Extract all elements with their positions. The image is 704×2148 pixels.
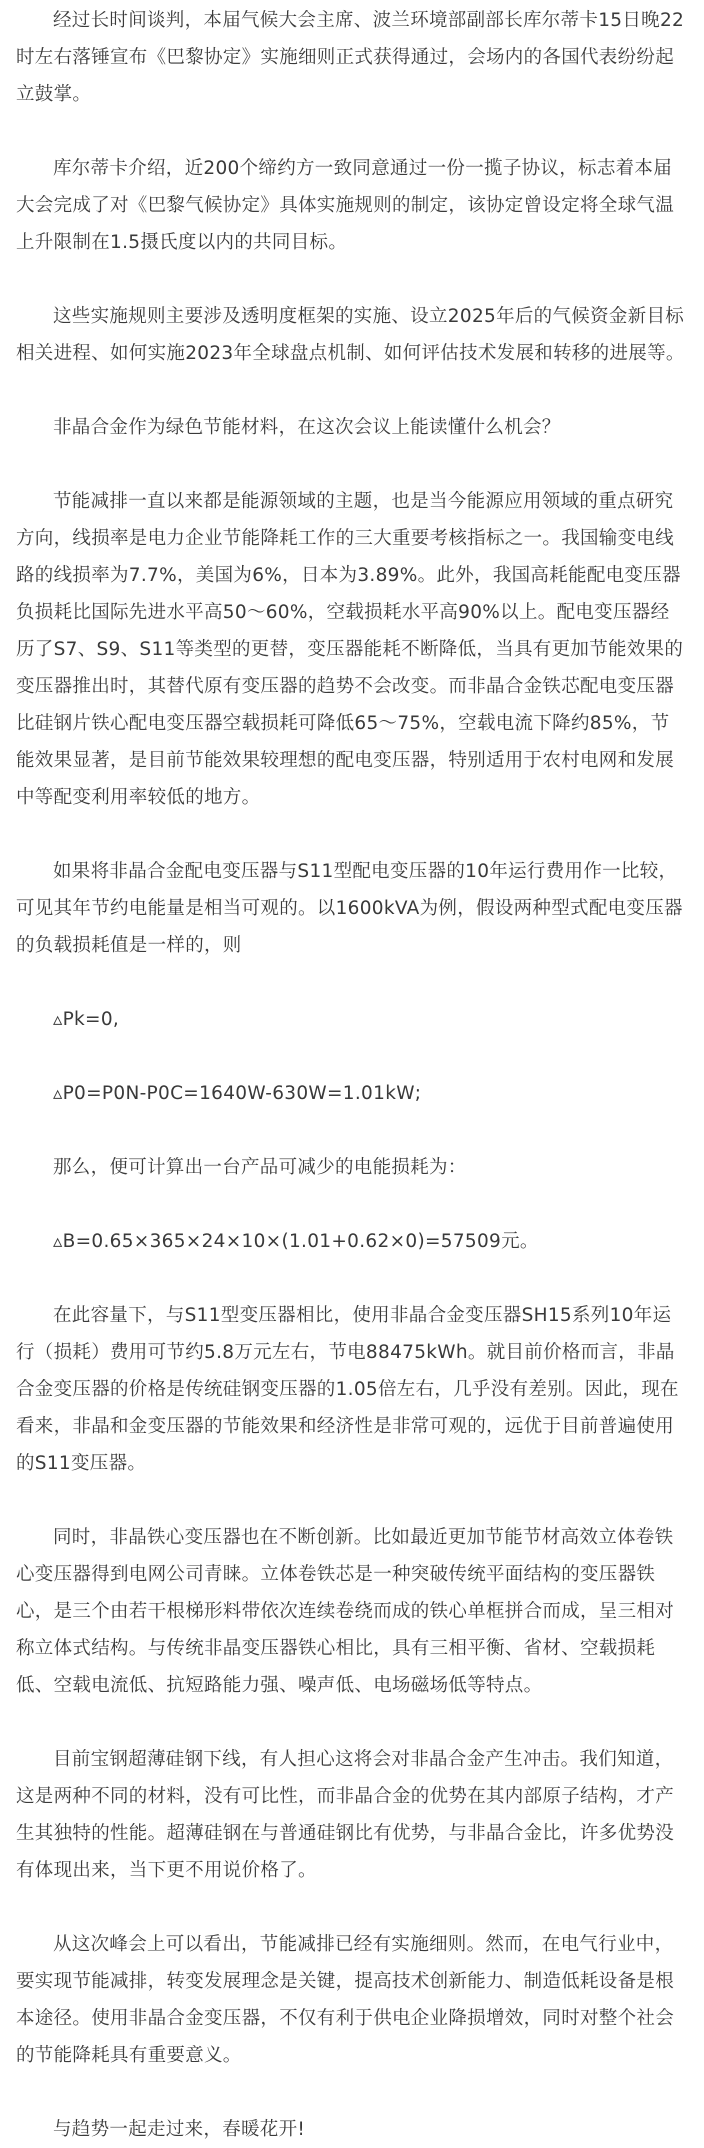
paragraph-3d-wound-core: 同时，非晶铁心变压器也在不断创新。比如最近更加节能节材高效立体卷铁心变压器得到电网公司青睐。立体卷铁芯是一种突破传统平面结构的变压器铁心，是三个由若干根梯形料带依次连续卷绕而成的铁心单框拼合而成，呈三相对称立体式结构。与传统非晶变压器铁心相比，具有三相平衡、省材、空载损耗低、空载电流低、抗短路能力强、噪声低、电场磁场低等特点。 (16, 1527, 675, 1696)
paragraph-baosteel-silicon-steel: 目前宝钢超薄硅钢下线，有人担心这将会对非晶合金产生冲击。我们知道，这是两种不同的材料，没有可比性，而非晶合金的优势在其内部原子结构，才产生其独特的性能。超薄硅钢在与普通硅钢比有优势，与非晶合金比，许多优势没有体现出来，当下更不用说价格了。 (16, 1749, 675, 1881)
paragraph-agreement-adopted: 经过长时间谈判，本届气候大会主席、波兰环境部副部长库尔蒂卡15日晚22时左右落锤宣布《巴黎协定》实施细则正式获得通过，会场内的各国代表纷纷起立鼓掌。 (16, 10, 685, 105)
paragraph-energy-saving: 节能减排一直以来都是能源领域的主题，也是当今能源应用领域的重点研究方向，线损率是电力企业节能降耗工作的三大重要考核指标之一。我国输变电线路的线损率为7.7%，美国为6%，日本为3.89%。此外，我国高耗能配电变压器负损耗比国际先进水平高50～60%，空载损耗水平高90%以上。配电变压器经历了S7、S9、S11等类型的更替，变压器能耗不断降低，当具有更加节能效果的变压器推出时，其替代原有变压器的趋势不会改变。而非晶合金铁芯配电变压器比硅钢片铁心配电变压器空载损耗可降低65～75%，空载电流下降约85%，节能效果显著，是目前节能效果较理想的配电变压器，特别适用于农村电网和发展中等配变利用率较低的地方。 (16, 491, 684, 808)
formula-delta-p0: ▵P0=P0N-P0C=1640W-630W=1.01kW; (53, 1083, 422, 1104)
paragraph-conclusion: 从这次峰会上可以看出，节能减排已经有实施细则。然而，在电气行业中，要实现节能减排，转变发展理念是关键，提高技术创新能力、制造低耗设备是根本途径。使用非晶合金变压器，不仅有利于供电企业降损增效，同时对整个社会的节能降耗具有重要意义。 (16, 1934, 675, 2066)
formula-delta-pk: ▵Pk=0, (53, 1009, 120, 1030)
formula-delta-b: ▵B=0.65×365×24×10×(1.01+0.62×0)=57509元。 (53, 1231, 539, 1252)
paragraph-kurtyka-intro: 库尔蒂卡介绍，近200个缔约方一致同意通过一份一揽子协议，标志着本届大会完成了对《巴黎气候协定》具体实施规则的制定，该协定曾设定将全球气温上升限制在1.5摄氏度以内的共同目标。 (16, 158, 675, 253)
paragraph-sh15-savings: 在此容量下，与S11型变压器相比，使用非晶合金变压器SH15系列10年运行（损耗）费用可节约5.8万元左右，节电88475kWh。就目前价格而言，非晶合金变压器的价格是传统硅钢变压器的1.05倍左右，几乎没有差别。因此，现在看来，非晶和金变压器的节能效果和经济性是非常可观的，远优于目前普遍使用的S11变压器。 (16, 1305, 679, 1474)
paragraph-calculation-intro: 那么，便可计算出一台产品可减少的电能损耗为： (53, 1157, 467, 1178)
paragraph-implementation-rules: 这些实施规则主要涉及透明度框架的实施、设立2025年后的气候资金新目标相关进程、如何实施2023年全球盘点机制、如何评估技术发展和转移的进展等。 (16, 306, 685, 364)
paragraph-cost-comparison: 如果将非晶合金配电变压器与S11型配电变压器的10年运行费用作一比较，可见其年节约电能量是相当可观的。以1600kVA为例，假设两种型式配电变压器的负载损耗值是一样的，则 (16, 861, 683, 956)
paragraph-amorphous-alloy-question: 非晶合金作为绿色节能材料，在这次会议上能读懂什么机会？ (53, 417, 561, 438)
paragraph-closing-line: 与趋势一起走过来，春暖花开! (53, 2119, 306, 2140)
